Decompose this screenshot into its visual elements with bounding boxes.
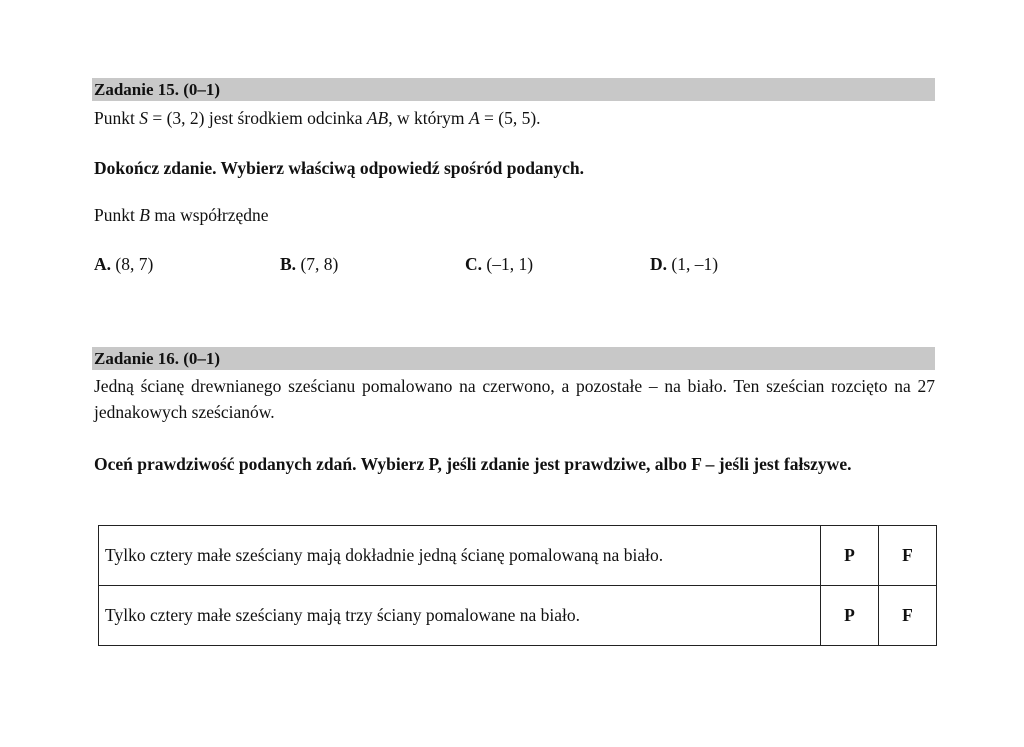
answer-option-d[interactable]: D. (1, –1) bbox=[650, 254, 719, 274]
task-16-instruction: Oceń prawdziwość podanych zdań. Wybierz P, jeśli zdanie jest prawdziwe, albo F – jeśli jest fałszywe. bbox=[94, 454, 852, 474]
task-15-intro: Punkt S = (3, 2) jest środkiem odcinka AB, w którym A = (5, 5). bbox=[94, 108, 541, 128]
false-option[interactable]: F bbox=[879, 586, 937, 646]
false-option[interactable]: F bbox=[879, 526, 937, 586]
task-15-answers bbox=[94, 254, 894, 278]
true-option[interactable]: P bbox=[821, 526, 879, 586]
true-option[interactable]: P bbox=[821, 586, 879, 646]
task-16-header: Zadanie 16. (0–1) bbox=[92, 347, 935, 370]
answer-option-b[interactable]: B. (7, 8) bbox=[280, 254, 339, 274]
table-row bbox=[99, 526, 937, 586]
task-15 bbox=[92, 78, 935, 278]
task-15-header: Zadanie 15. (0–1) bbox=[92, 78, 935, 101]
task-16-intro: Jedną ścianę drewnianego sześcianu pomalowano na czerwono, a pozostałe – na biało. Ten sześcian rozcięto na 27 jednakowych sześcianów. bbox=[94, 376, 935, 422]
answer-option-a[interactable]: A. (8, 7) bbox=[94, 254, 154, 274]
statement-text: Tylko cztery małe sześciany mają trzy ściany pomalowane na biało. bbox=[99, 586, 821, 646]
true-false-table bbox=[98, 525, 937, 646]
task-15-instruction: Dokończ zdanie. Wybierz właściwą odpowiedź spośród podanych. bbox=[94, 158, 585, 178]
task-16 bbox=[92, 347, 935, 507]
answer-option-c[interactable]: C. (–1, 1) bbox=[465, 254, 534, 274]
table-row bbox=[99, 586, 937, 646]
statement-text: Tylko cztery małe sześciany mają dokładnie jedną ścianę pomalowaną na biało. bbox=[99, 526, 821, 586]
task-15-stem: Punkt B ma współrzędne bbox=[94, 205, 269, 225]
